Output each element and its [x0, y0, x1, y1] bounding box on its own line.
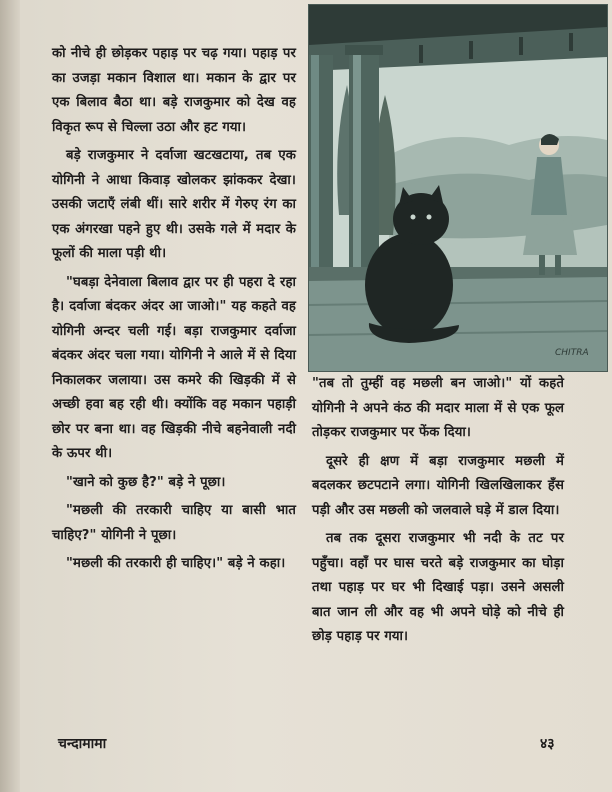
- paragraph: दूसरे ही क्षण में बड़ा राजकुमार मछली में बदलकर छटपटाने लगा। योगिनी खिलखिलाकर हँस पड़ी और उस मछली को जलवाले घड़े में डाल दिया।: [312, 453, 564, 518]
- paragraph: "घबड़ा देनेवाला बिलाव द्वार पर ही पहरा दे रहा है। दर्वाजा बंदकर अंदर आ जाओ।" यह कहते वह योगिनी अन्दर चली गई। बड़ा राजकुमार दर्वाजा बंदकर अंदर चला गया। योगिनी ने आले में से दिया निकालकर जलाया। उस कमरे की खिड़की में से अच्छी हवा बह रही थी। क्योंकि वह मकान पहाड़ी छोर पर बना था। वह खिड़की नीचे बहनेवाली नदी के ऊपर थी।: [52, 274, 296, 461]
- story-illustration: [308, 4, 608, 372]
- paragraph: "खाने को कुछ है?" बड़े ने पूछा।: [66, 474, 226, 490]
- paragraph: "तब तो तुम्हीं वह मछली बन जाओ।" यों कहते योगिनी ने अपने कंठ की मदार माला में से एक फूल तोड़कर राजकुमार पर फेंक दिया।: [312, 376, 564, 440]
- paragraph: "मछली की तरकारी ही चाहिए।" बड़े ने कहा।: [66, 556, 286, 571]
- right-text-column: [312, 372, 564, 654]
- paragraph: बड़े राजकुमार ने दर्वाजा खटखटाया, तब एक योगिनी ने आधा किवाड़ खोलकर झांककर देखा। उसकी जटाएँ लंबी थीं। सारे शरीर में गेरुए रंग का एक अंगरखा पहने हुए थी। उसके गले में मदार के फूलों की माला पड़ी थी।: [52, 148, 296, 261]
- magazine-name: चन्दामामा: [58, 736, 107, 752]
- binding-edge: [0, 0, 20, 792]
- paragraph: को नीचे ही छोड़कर पहाड़ पर चढ़ गया। पहाड़ पर का उजड़ा मकान विशाल था। मकान के द्वार पर एक बिलाव बैठा था। बड़े राजकुमार को देख वह विकृत रूप से चिल्ला उठा और हट गया।: [52, 46, 296, 135]
- page-number: ४३: [540, 736, 555, 752]
- left-text-column: [52, 42, 296, 581]
- paragraph: तब तक दूसरा राजकुमार भी नदी के तट पर पहुँचा। वहाँ पर घास चरते बड़े राजकुमार का घोड़ा तथा पहाड़ पर घर भी दिखाई पड़ा। उसने असली बात जान ली और वह भी अपने घोड़े को नीचे ही छोड़ पहाड़ पर गया।: [312, 531, 564, 644]
- paragraph: "मछली की तरकारी चाहिए या बासी भात चाहिए?" योगिनी ने पूछा।: [52, 503, 296, 543]
- artist-signature: CHITRA: [555, 348, 589, 358]
